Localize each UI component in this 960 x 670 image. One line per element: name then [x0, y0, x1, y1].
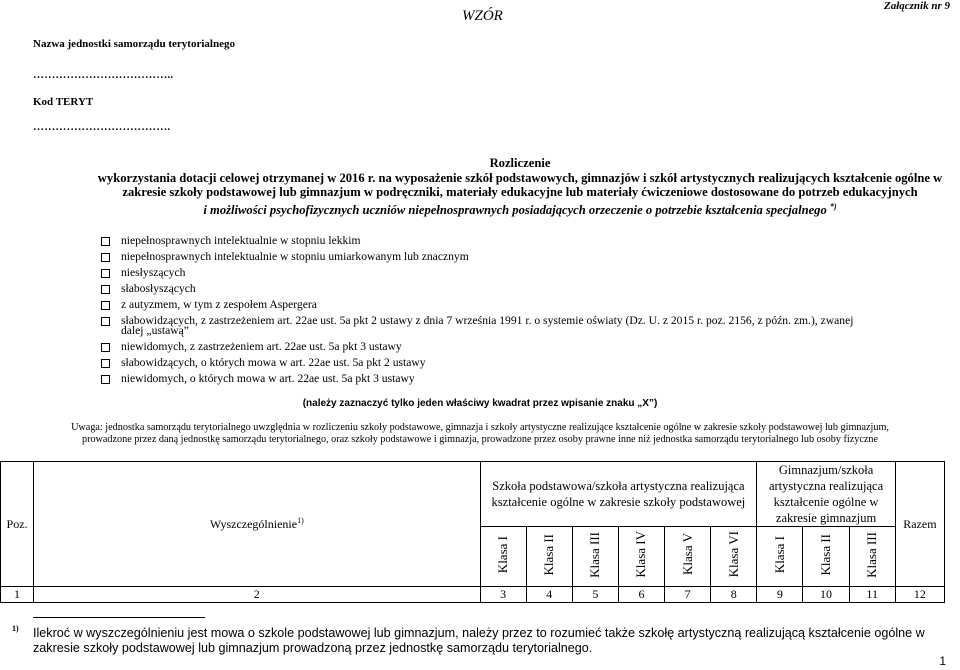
header-gim-klasa-1: [757, 527, 803, 587]
checkbox-square-icon[interactable]: [101, 359, 110, 368]
unit-name-label: Nazwa jednostki samorządu terytorialnego: [33, 38, 235, 50]
header-sp-klasa-5: [665, 527, 711, 587]
checkbox-square-icon[interactable]: [101, 301, 110, 310]
option-label: niepełnosprawnych intelektualnie w stopniu lekkim: [121, 234, 361, 247]
header-footnote-mark: 1): [297, 516, 304, 525]
header-group-primary: Szkoła podstawowa/szkoła artystyczna realizująca kształcenie ogólne w zakresie szkoły podstawowej: [480, 462, 757, 527]
checkbox-square-icon[interactable]: [101, 375, 110, 384]
option-label: niepełnosprawnych intelektualnie w stopniu umiarkowanym lub znacznym: [121, 250, 469, 263]
option-label: słabowidzących, z zastrzeżeniem art. 22ae ust. 5a pkt 2 ustawy z dnia 7 września 1991 r. o systemie oświaty (Dz. U. z 2015 r. poz. 2156, z późn. zm.), zwanej: [121, 314, 854, 327]
header-razem: Razem: [895, 462, 944, 587]
class-label: Klasa III: [864, 531, 880, 578]
column-number: 12: [895, 587, 944, 603]
header-gim-klasa-2: [803, 527, 849, 587]
column-number: 3: [480, 587, 526, 603]
teryt-label: Kod TERYT: [33, 96, 94, 108]
column-number: 5: [572, 587, 618, 603]
option-umiarkowany[interactable]: [101, 250, 469, 263]
title-footnote-mark: *): [829, 201, 837, 211]
column-number: 9: [757, 587, 803, 603]
option-label: słabowidzących, o których mowa w art. 22ae ust. 5a pkt 2 ustawy: [121, 356, 426, 369]
column-number: 4: [526, 587, 572, 603]
header-sp-klasa-3: [572, 527, 618, 587]
option-label: z autyzmem, w tym z zespołem Aspergera: [121, 298, 317, 311]
title-line-4: i możliwości psychofizycznych uczniów niepełnosprawnych posiadających orzeczenie o potrzebie kształcenia specjalnego: [203, 202, 827, 217]
class-label: Klasa IV: [633, 531, 649, 578]
class-label: Klasa V: [679, 533, 695, 576]
header-poz: Poz.: [1, 462, 34, 587]
title-line-3: zakresie szkoły podstawowej lub gimnazjum w podręczniki, materiały edukacyjne lub materiały ćwiczeniowe dostosowane do potrzeb edukacyjnych: [122, 185, 918, 199]
class-label: Klasa I: [495, 535, 511, 574]
class-label: Klasa VI: [725, 531, 741, 578]
header-sp-klasa-1: [480, 527, 526, 587]
checkbox-square-icon[interactable]: [101, 317, 110, 326]
checkbox-square-icon[interactable]: [101, 343, 110, 352]
attachment-label: Załącznik nr 9: [883, 0, 950, 12]
page-number: 1: [939, 654, 946, 668]
footnote-separator: [33, 617, 205, 618]
option-slaboslyszacych[interactable]: [101, 282, 196, 295]
title-line-1: Rozliczenie: [489, 156, 551, 170]
header-wyszczegolnienie: [34, 462, 480, 587]
class-label: Klasa I: [771, 535, 787, 574]
document-title: [80, 156, 960, 217]
header-wyszczegolnienie-label: Wyszczególnienie: [209, 517, 298, 531]
column-number: 10: [803, 587, 849, 603]
header-sp-klasa-4: [618, 527, 664, 587]
option-slabowidzacych-mowa[interactable]: [101, 356, 426, 369]
checkbox-square-icon[interactable]: [101, 285, 110, 294]
checkbox-square-icon[interactable]: [101, 269, 110, 278]
class-label: Klasa II: [541, 533, 557, 576]
column-number: 11: [849, 587, 895, 603]
class-label: Klasa II: [818, 533, 834, 576]
teryt-field[interactable]: ……………………………….: [33, 121, 171, 133]
header-sp-klasa-2: [526, 527, 572, 587]
header-gim-klasa-3: [849, 527, 895, 587]
option-niewidomych-zastrz[interactable]: [101, 340, 402, 353]
watermark-label: WZÓR: [462, 8, 503, 24]
title-line-2: wykorzystania dotacji celowej otrzymanej w 2016 r. na wyposażenie szkół podstawowych, gimnazjów i szkół artystycznych realizujących kształcenie ogólne w: [97, 170, 943, 185]
uwaga-note: [40, 422, 920, 446]
option-lekki[interactable]: [101, 234, 361, 247]
option-label: niesłyszących: [121, 266, 186, 279]
uwaga-line-1: Uwaga: jednostka samorządu terytorialnego uwzględnia w rozliczeniu szkoły podstawowe, gimnazja i szkoły artystyczne realizujące kształcenie ogólne w zakresie szkoły podstawowej lub gimnazjum,: [71, 422, 889, 433]
instruction-note: (należy zaznaczyć tylko jeden właściwy kwadrat przez wpisanie znaku „X”): [302, 398, 658, 409]
header-group-gimnazjum: Gimnazjum/szkoła artystyczna realizująca kształcenie ogólne w zakresie gimnazjum: [757, 462, 895, 527]
option-label: słabosłyszących: [121, 282, 196, 295]
footnote-mark: 1): [12, 624, 19, 633]
checkbox-square-icon[interactable]: [101, 253, 110, 262]
footnote-text: Ilekroć w wyszczególnieniu jest mowa o szkole podstawowej lub gimnazjum, należy przez to rozumieć także szkołę artystyczną realizującą kształcenie ogólne w zakresie szkoły podstawowej lub gimnazjum prowadzoną przez jednostkę samorządu terytorialnego.: [33, 626, 925, 655]
column-number: 6: [618, 587, 664, 603]
column-number: 2: [34, 587, 480, 603]
column-number: 8: [711, 587, 757, 603]
settlement-table: [0, 461, 945, 603]
option-niewidomych-mowa[interactable]: [101, 372, 415, 385]
uwaga-line-2: prowadzone przez daną jednostkę samorządu terytorialnego, oraz szkoły podstawowe i gimnazja, prowadzone przez osoby prawne inne niż jednostka samorządu terytorialnego lub osoby fizyczne: [81, 434, 879, 445]
unit-name-field[interactable]: ………………………………..: [33, 69, 174, 81]
option-slabowidzacych-zastrz[interactable]: [101, 314, 853, 327]
table-row: [1, 587, 945, 603]
column-number: 7: [665, 587, 711, 603]
option-continuation: dalej „ustawą”: [121, 324, 189, 337]
class-label: Klasa III: [587, 531, 603, 578]
checkbox-square-icon[interactable]: [101, 237, 110, 246]
option-autyzm[interactable]: [101, 298, 317, 311]
header-sp-klasa-6: [711, 527, 757, 587]
option-label: niewidomych, z zastrzeżeniem art. 22ae ust. 5a pkt 3 ustawy: [121, 340, 402, 353]
column-number: 1: [1, 587, 34, 603]
option-nieslyszacych[interactable]: [101, 266, 185, 279]
option-label: niewidomych, o których mowa w art. 22ae ust. 5a pkt 3 ustawy: [121, 372, 415, 385]
